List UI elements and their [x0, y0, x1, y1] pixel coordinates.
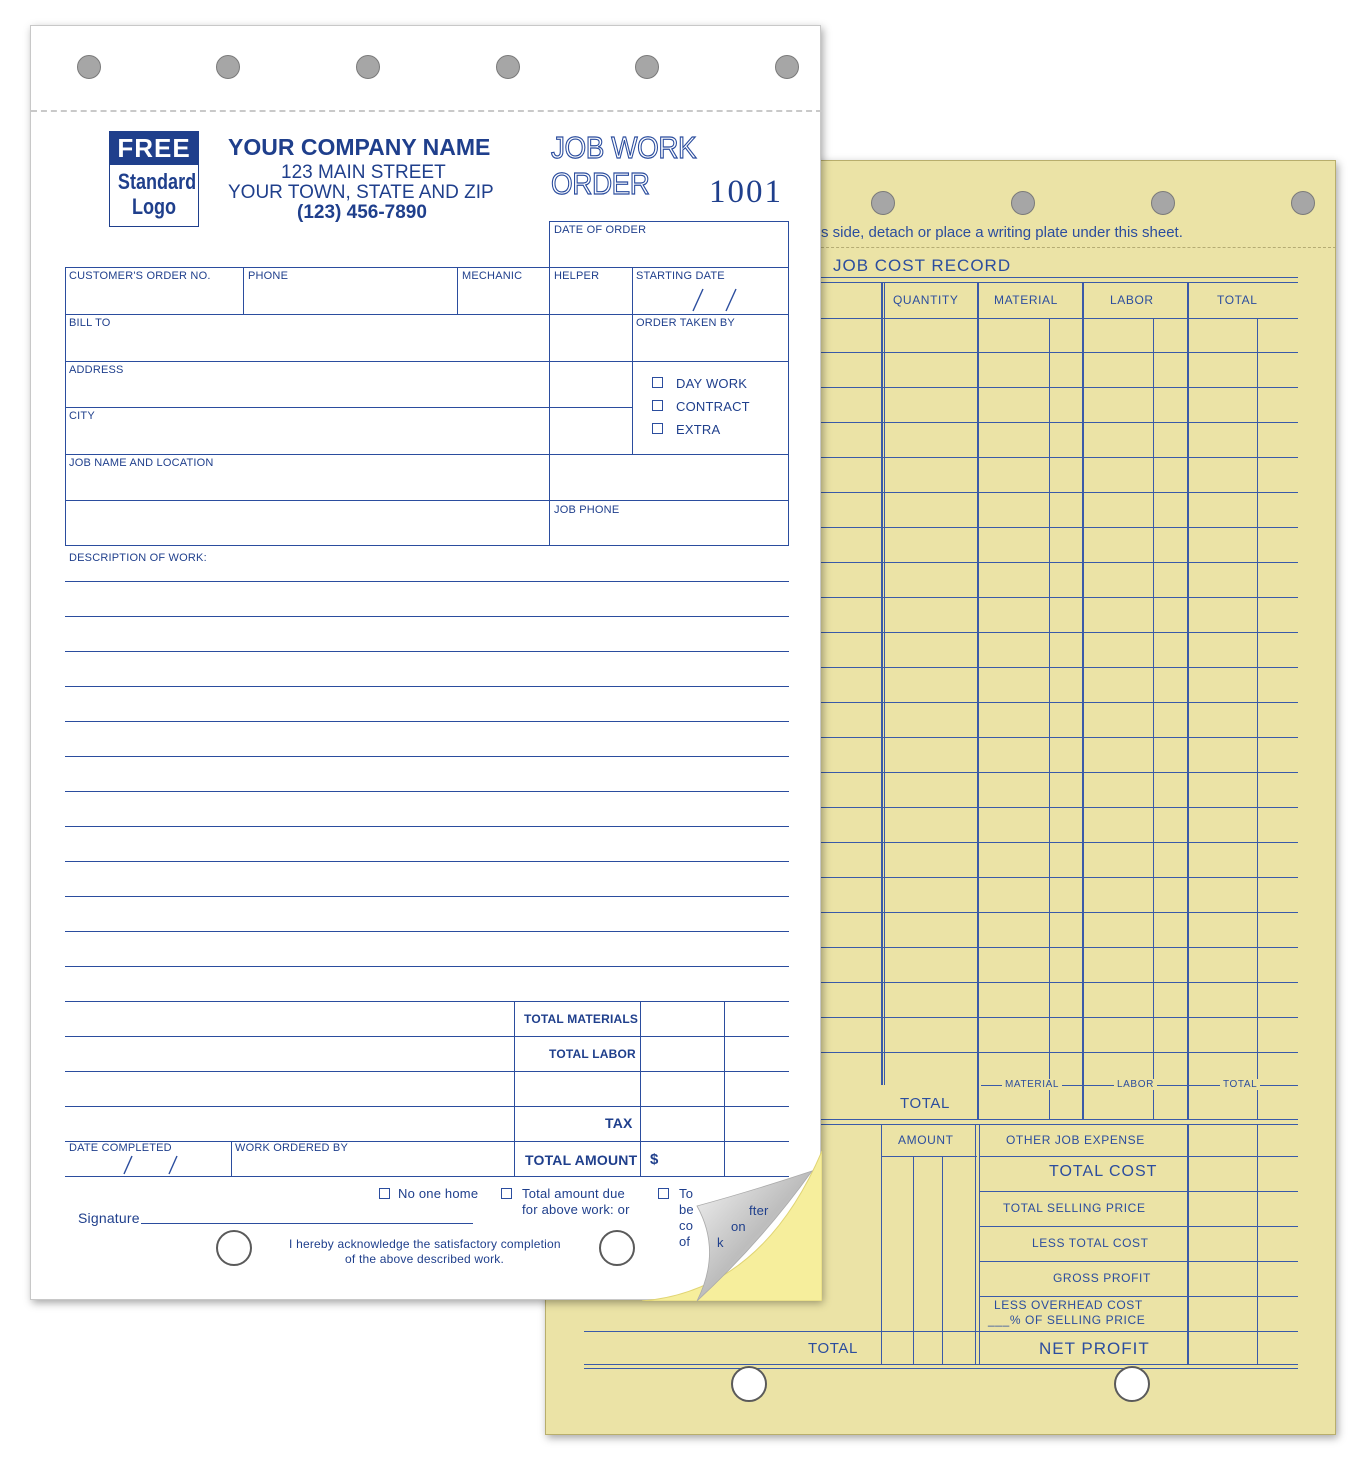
other-job-expense: OTHER JOB EXPENSE — [1006, 1133, 1145, 1147]
cost-grid-row — [816, 737, 1298, 738]
logo-logo: Logo — [131, 194, 177, 219]
divider — [514, 1001, 515, 1176]
job-cost-record-title: JOB COST RECORD — [833, 256, 1012, 275]
peek-text-1: fter — [749, 1203, 769, 1218]
divider — [640, 1001, 641, 1176]
label-total-amount: TOTAL AMOUNT — [525, 1152, 638, 1168]
signature-line[interactable] — [141, 1223, 473, 1224]
divider — [231, 1141, 232, 1176]
divider — [65, 267, 66, 545]
divider — [1257, 318, 1258, 1120]
sub-total: TOTAL — [1220, 1079, 1260, 1090]
divider — [979, 1226, 1298, 1227]
divider — [979, 1191, 1298, 1192]
description-line[interactable] — [65, 651, 789, 652]
third-option-b: be — [679, 1202, 694, 1217]
divider — [942, 1156, 943, 1364]
punch-hole — [77, 55, 101, 79]
amount-label: AMOUNT — [898, 1133, 954, 1147]
divider — [816, 277, 1298, 278]
divider — [816, 1124, 1298, 1125]
divider — [65, 545, 789, 546]
bottom-total: TOTAL — [808, 1340, 858, 1357]
label-work-ordered-by: WORK ORDERED BY — [235, 1142, 349, 1154]
divider — [65, 454, 789, 455]
city-field[interactable] — [67, 422, 630, 452]
checkbox-contract-label: CONTRACT — [676, 399, 750, 414]
divider — [977, 282, 979, 1120]
divider — [816, 282, 1298, 283]
form-number: 1001 — [709, 174, 783, 210]
divider — [65, 407, 632, 408]
description-line[interactable] — [65, 581, 789, 582]
divider — [979, 1124, 980, 1364]
cost-grid-row — [816, 352, 1298, 353]
divider — [724, 1001, 725, 1176]
cost-grid-row — [816, 1052, 1298, 1053]
punch-hole — [1114, 1366, 1150, 1402]
divider — [881, 282, 883, 1085]
sub-labor: LABOR — [1114, 1079, 1157, 1090]
divider — [975, 1124, 976, 1364]
checkbox-day-work-label: DAY WORK — [676, 376, 748, 391]
less-overhead-1: LESS OVERHEAD COST — [994, 1298, 1143, 1312]
label-helper: HELPER — [554, 270, 600, 282]
punch-hole — [216, 55, 240, 79]
punch-hole — [731, 1366, 767, 1402]
punch-hole — [775, 55, 799, 79]
punch-hole — [599, 1230, 635, 1266]
signature-label: Signature — [78, 1210, 140, 1226]
label-city: CITY — [69, 410, 95, 422]
checkbox-amount-due[interactable] — [501, 1188, 512, 1199]
label-order-taken-by: ORDER TAKEN BY — [636, 317, 735, 329]
sub-material: MATERIAL — [1002, 1079, 1062, 1090]
cost-grid-row — [816, 422, 1298, 423]
amount-due-line2: for above work: or — [522, 1202, 630, 1217]
perforation — [31, 110, 822, 112]
checkbox-day-work[interactable] — [652, 377, 663, 388]
cost-grid-row — [816, 318, 1298, 319]
cost-grid-row — [816, 527, 1298, 528]
cost-grid-row — [816, 772, 1298, 773]
peek-text-2: on — [731, 1219, 746, 1234]
divider — [979, 1296, 1298, 1297]
divider — [979, 1261, 1298, 1262]
amount-due-line1: Total amount due — [522, 1186, 625, 1201]
bill-to-field[interactable] — [67, 330, 630, 360]
cost-grid-row — [816, 947, 1298, 948]
label-customer-order: CUSTOMER'S ORDER NO. — [69, 270, 211, 282]
company-phone: (123) 456-7890 — [297, 202, 427, 223]
less-total-cost: LESS TOTAL COST — [1032, 1236, 1149, 1250]
col-material: MATERIAL — [994, 293, 1058, 307]
third-option-d: of — [679, 1234, 691, 1249]
less-overhead-2: ___% OF SELLING PRICE — [988, 1313, 1146, 1327]
ack-line2: of the above described work. — [345, 1252, 505, 1266]
divider — [816, 1119, 1298, 1120]
date-completed-slashes — [119, 1152, 189, 1182]
label-phone: PHONE — [248, 270, 289, 282]
divider — [584, 1364, 1298, 1365]
divider — [1187, 1124, 1189, 1364]
divider — [1257, 1124, 1258, 1364]
description-line[interactable] — [65, 721, 789, 722]
cost-grid-row — [816, 807, 1298, 808]
divider — [979, 1156, 1298, 1157]
label-bill-to: BILL TO — [69, 317, 111, 329]
third-option-a: To — [679, 1186, 694, 1201]
punch-hole — [1151, 191, 1175, 215]
label-job-name-location: JOB NAME AND LOCATION — [69, 457, 214, 469]
divider — [1153, 318, 1154, 1120]
cost-grid-row — [816, 912, 1298, 913]
divider — [549, 221, 789, 222]
third-option-c: co — [679, 1218, 694, 1233]
cost-grid-row — [816, 842, 1298, 843]
cost-grid-row — [816, 982, 1298, 983]
punch-hole — [635, 55, 659, 79]
divider — [881, 1156, 977, 1157]
cost-grid-row — [816, 562, 1298, 563]
divider — [788, 221, 789, 545]
company-town: YOUR TOWN, STATE AND ZIP — [228, 182, 494, 203]
punch-hole — [1291, 191, 1315, 215]
divider — [457, 267, 458, 314]
description-line[interactable] — [65, 1036, 789, 1037]
company-street: 123 MAIN STREET — [281, 162, 446, 183]
label-date-of-order: DATE OF ORDER — [554, 224, 647, 236]
label-address: ADDRESS — [69, 364, 124, 376]
description-line[interactable] — [65, 686, 789, 687]
checkbox-no-one-home[interactable] — [379, 1188, 390, 1199]
cost-grid-row — [816, 387, 1298, 388]
currency-symbol: $ — [650, 1151, 659, 1168]
no-one-home-label: No one home — [398, 1186, 479, 1201]
col-labor: LABOR — [1110, 293, 1154, 307]
divider — [549, 500, 550, 545]
label-mechanic: MECHANIC — [462, 270, 523, 282]
perforation — [816, 247, 1336, 248]
label-description: DESCRIPTION OF WORK: — [69, 552, 207, 564]
description-line[interactable] — [65, 966, 789, 967]
date-slash-icon — [119, 1152, 189, 1177]
description-line[interactable] — [65, 1071, 789, 1072]
instruction-text: s side, detach or place a writing plate under this sheet. — [821, 224, 1183, 241]
cost-grid-row — [816, 877, 1298, 878]
divider — [1082, 282, 1084, 1120]
divider — [65, 500, 789, 501]
divider — [243, 267, 244, 314]
gross-profit: GROSS PROFIT — [1053, 1271, 1151, 1285]
checkbox-contract[interactable] — [652, 400, 663, 411]
label-date-completed: DATE COMPLETED — [69, 1142, 172, 1154]
total-row-label: TOTAL — [900, 1095, 950, 1112]
divider — [1187, 282, 1189, 1120]
description-line[interactable] — [65, 1001, 789, 1002]
divider — [65, 267, 789, 268]
date-of-order-field[interactable] — [551, 238, 787, 266]
checkbox-extra[interactable] — [652, 423, 663, 434]
address-field[interactable] — [67, 376, 630, 406]
description-line[interactable] — [65, 861, 789, 862]
punch-hole — [356, 55, 380, 79]
divider — [913, 1156, 914, 1364]
cost-grid-row — [816, 632, 1298, 633]
description-line[interactable] — [65, 756, 789, 757]
punch-hole — [496, 55, 520, 79]
net-profit: NET PROFIT — [1039, 1339, 1150, 1358]
divider — [881, 1124, 882, 1364]
form-title: JOB WORK ORDER — [551, 130, 697, 201]
divider — [65, 361, 789, 362]
ack-line1: I hereby acknowledge the satisfactory completion — [289, 1237, 561, 1251]
cost-grid-row — [816, 1017, 1298, 1018]
cost-grid-row — [816, 597, 1298, 598]
cost-grid-row — [816, 667, 1298, 668]
label-job-phone: JOB PHONE — [554, 504, 620, 516]
cost-grid-row — [816, 457, 1298, 458]
standard-logo — [109, 131, 199, 227]
description-line[interactable] — [65, 896, 789, 897]
description-line[interactable] — [65, 1106, 789, 1107]
description-line[interactable] — [65, 791, 789, 792]
divider — [884, 282, 885, 1085]
label-total-labor: TOTAL LABOR — [549, 1047, 636, 1061]
job-name-field[interactable] — [67, 470, 787, 498]
divider — [65, 314, 789, 315]
punch-hole — [871, 191, 895, 215]
cost-grid-row — [816, 702, 1298, 703]
total-selling-price: TOTAL SELLING PRICE — [1003, 1201, 1146, 1215]
logo-standard: Standard — [117, 169, 197, 194]
cost-grid-row — [816, 492, 1298, 493]
job-work-order-sheet — [30, 25, 821, 1300]
label-tax: TAX — [605, 1115, 633, 1131]
col-total: TOTAL — [1217, 293, 1258, 307]
divider — [584, 1368, 1298, 1369]
company-name: YOUR COMPANY NAME — [228, 134, 491, 160]
label-starting-date: STARTING DATE — [636, 270, 725, 282]
peek-text-3: k — [717, 1235, 724, 1250]
punch-hole — [216, 1230, 252, 1266]
total-cost: TOTAL COST — [1049, 1163, 1158, 1180]
description-line[interactable] — [65, 931, 789, 932]
label-total-materials: TOTAL MATERIALS — [524, 1012, 639, 1026]
logo-free: FREE — [110, 132, 198, 165]
col-quantity: QUANTITY — [893, 293, 959, 307]
description-line[interactable] — [65, 616, 789, 617]
divider — [1049, 318, 1050, 1120]
divider — [584, 1331, 1298, 1332]
date-slash-icon — [681, 284, 751, 314]
description-line[interactable] — [65, 826, 789, 827]
checkbox-extra-label: EXTRA — [676, 422, 721, 437]
punch-hole — [1011, 191, 1035, 215]
